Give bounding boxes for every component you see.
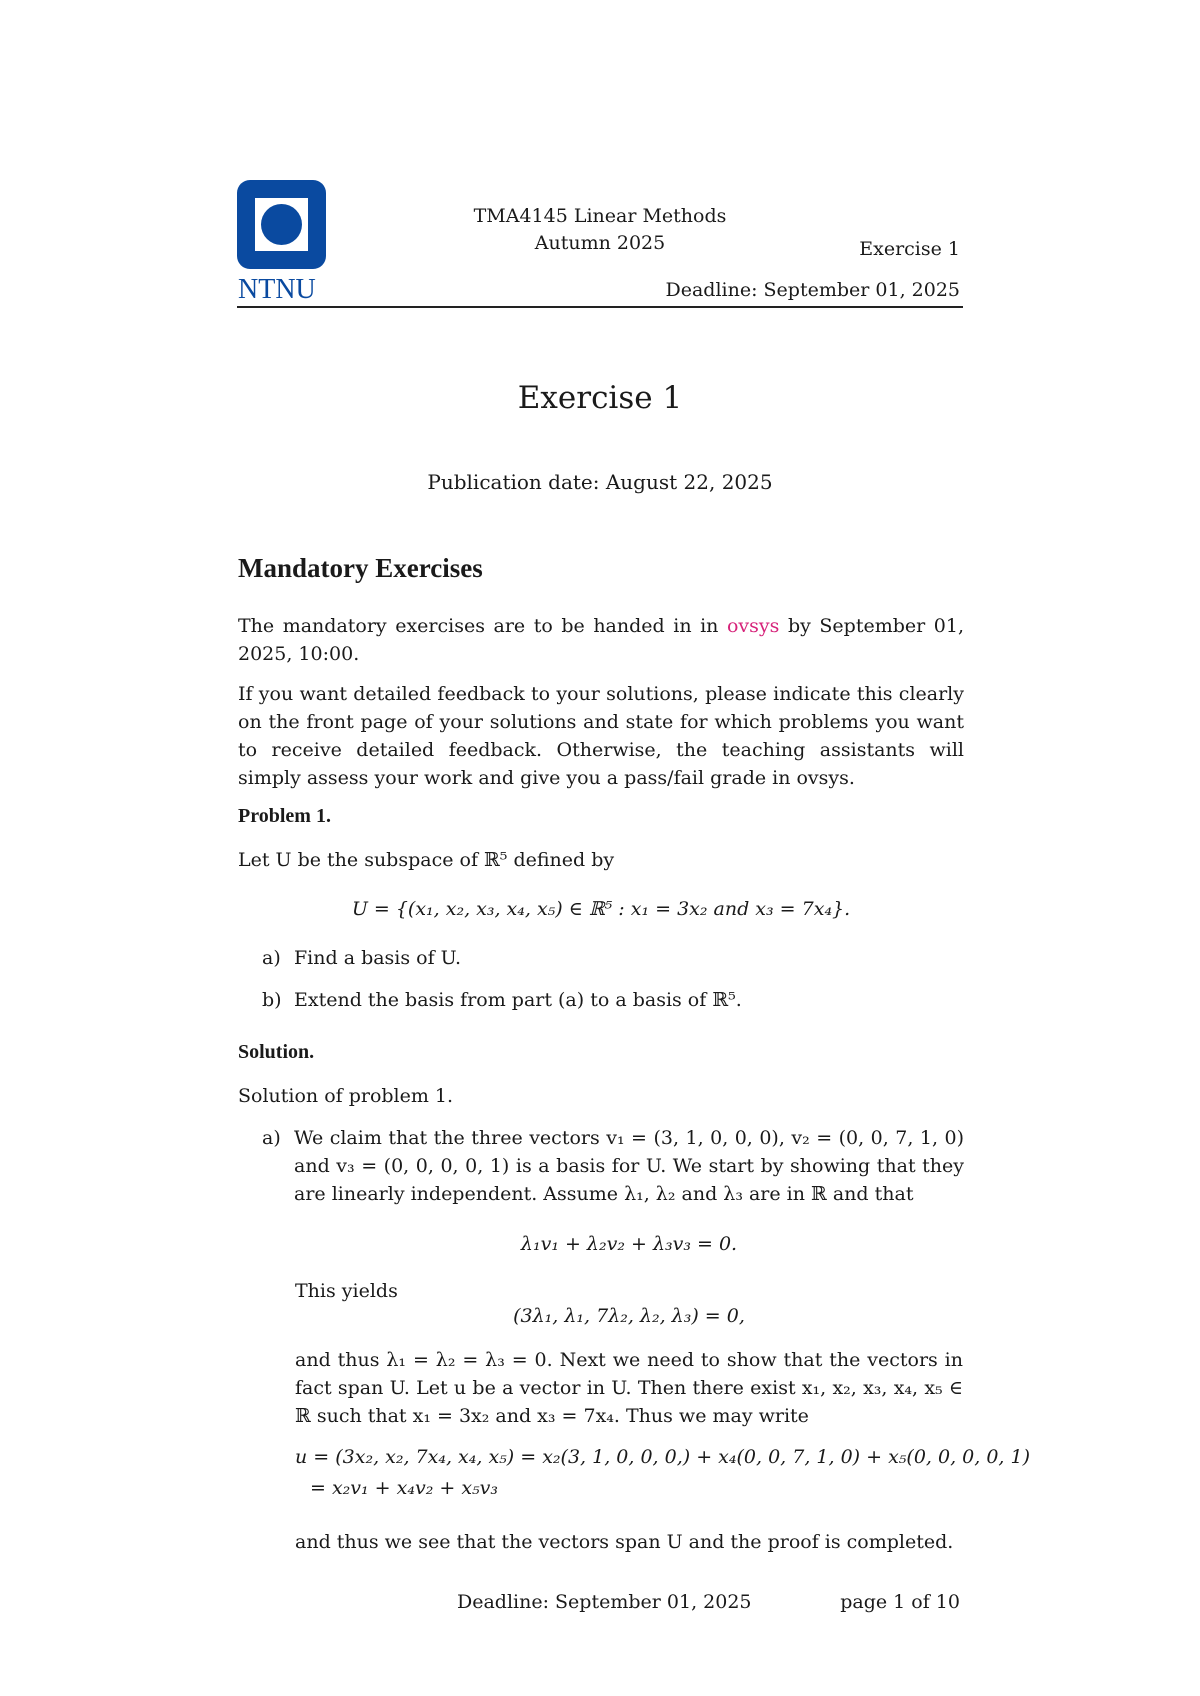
header-rule — [237, 306, 963, 308]
solution-intro: Solution of problem 1. — [238, 1085, 454, 1107]
exercise-label: Exercise 1 — [859, 238, 960, 260]
span-paragraph: and thus λ₁ = λ₂ = λ₃ = 0. Next we need to show that the vectors in fact span U. Let u be a vector in U. Then there exist x₁, x₂, x₃, x₄, x₅ ∈ ℝ such that x₁ = 3x₂ and x₃ = 7x₄. Thus we may write — [295, 1349, 963, 1427]
page-number: page 1 of 10 — [840, 1591, 960, 1613]
logo-text: NTNU — [238, 274, 316, 305]
header-deadline: Deadline: September 01, 2025 — [665, 279, 960, 301]
solution-heading: Solution. — [238, 1041, 315, 1063]
ovsys-link[interactable]: ovsys — [726, 615, 780, 637]
footer-deadline: Deadline: September 01, 2025 — [457, 1591, 752, 1613]
span-equation-line2: = x₂v₁ + x₄v₂ + x₅v₃ — [310, 1477, 499, 1499]
page-title: Exercise 1 — [517, 380, 683, 416]
ntnu-logo-icon — [237, 180, 326, 269]
publication-date: Publication date: August 22, 2025 — [427, 470, 773, 494]
span-equation-line1: u = (3x₂, x₂, 7x₄, x₄, x₅) = x₂(3, 1, 0, 0, 0,) + x₄(0, 0, 7, 1, 0) + x₅(0, 0, 0, 0, 1) — [295, 1446, 1030, 1468]
handin-paragraph: The mandatory exercises are to be handed in in ovsys by September 01, 2025, 10:00. — [238, 615, 964, 665]
yields-equation: (3λ₁, λ₁, 7λ₂, λ₂, λ₃) = 0, — [513, 1305, 745, 1327]
yields-text: This yields — [295, 1280, 398, 1302]
course-title: TMA4145 Linear Methods — [473, 205, 727, 227]
problem-heading: Problem 1. — [238, 805, 331, 827]
course-term: Autumn 2025 — [534, 232, 666, 254]
document-page: NTNU TMA4145 Linear Methods Autumn 2025 Exercise 1 Deadline: September 01, 2025 Exercise 1 Publication date: August 22, 2025 Mandatory Exercises The mandatory exercises are to be handed in in ovsys by September 01, 2025, 10:00. If you want detailed feedback to your solutions, please indicate this clearly on the front page of your solutions and state for which problems you want to receive detailed feedback. Otherwise, the teaching assistants will simply assess your work and give you a pass/fail grade in ovsys. Problem 1. Let U be the subspace of ℝ⁵ defined by U = {(x₁, x₂, x₃, x₄, x₅) ∈ ℝ⁵ : x₁ = 3x₂ and x₃ = 7x₄}. a) Find a basis of U. b) Extend the basis from part (a) to a basis of ℝ⁵. Solution. Solution of problem 1. a) We claim that the three vectors v₁ = (3, 1, 0, 0, 0), v₂ = (0, 0, 7, 1, 0) and v₃ = (0, 0, 0, 0, 1) is a basis for U. We start by showing that they are linearly independent. Assume λ₁, λ₂ and λ₃ are in ℝ and that λ₁v₁ + λ₂v₂ + λ₃v₃ = 0. This yields (3λ₁, λ₁, 7λ₂, λ₂, λ₃) = 0, and thus λ₁ = λ₂ = λ₃ = 0. Next we need to show that the vectors in fact span U. Let u be a vector in U. Then there exist x₁, x₂, x₃, x₄, x₅ ∈ ℝ such that x₁ = 3x₂ and x₃ = 7x₄. Thus we may write u = (3x₂, x₂, 7x₄, x₄, x₅) = x₂(3, 1, 0, 0, 0,) + x₄(0, 0, 7, 1, 0) + x₅(0, 0, 0, 0, 1) = x₂v₁ + x₄v₂ + x₅v₃ and thus we see that the vectors span U and the proof is completed. Deadline: September 01, 2025 page 1 of 10 — [0, 0, 1200, 1696]
subspace-equation: U = {(x₁, x₂, x₃, x₄, x₅) ∈ ℝ⁵ : x₁ = 3x₂ and x₃ = 7x₄}. — [351, 898, 851, 920]
conclusion-text: and thus we see that the vectors span U and the proof is completed. — [295, 1531, 954, 1553]
independence-equation: λ₁v₁ + λ₂v₂ + λ₃v₃ = 0. — [520, 1233, 738, 1255]
problem-intro: Let U be the subspace of ℝ⁵ defined by — [238, 849, 615, 871]
feedback-paragraph: If you want detailed feedback to your solutions, please indicate this clearly on the front page of your solutions and state for which problems you want to receive detailed feedback. Otherwise, the teaching assistants will simply assess your work and give you a pass/fail grade in ovsys. — [238, 683, 964, 789]
section-heading: Mandatory Exercises — [238, 553, 483, 583]
